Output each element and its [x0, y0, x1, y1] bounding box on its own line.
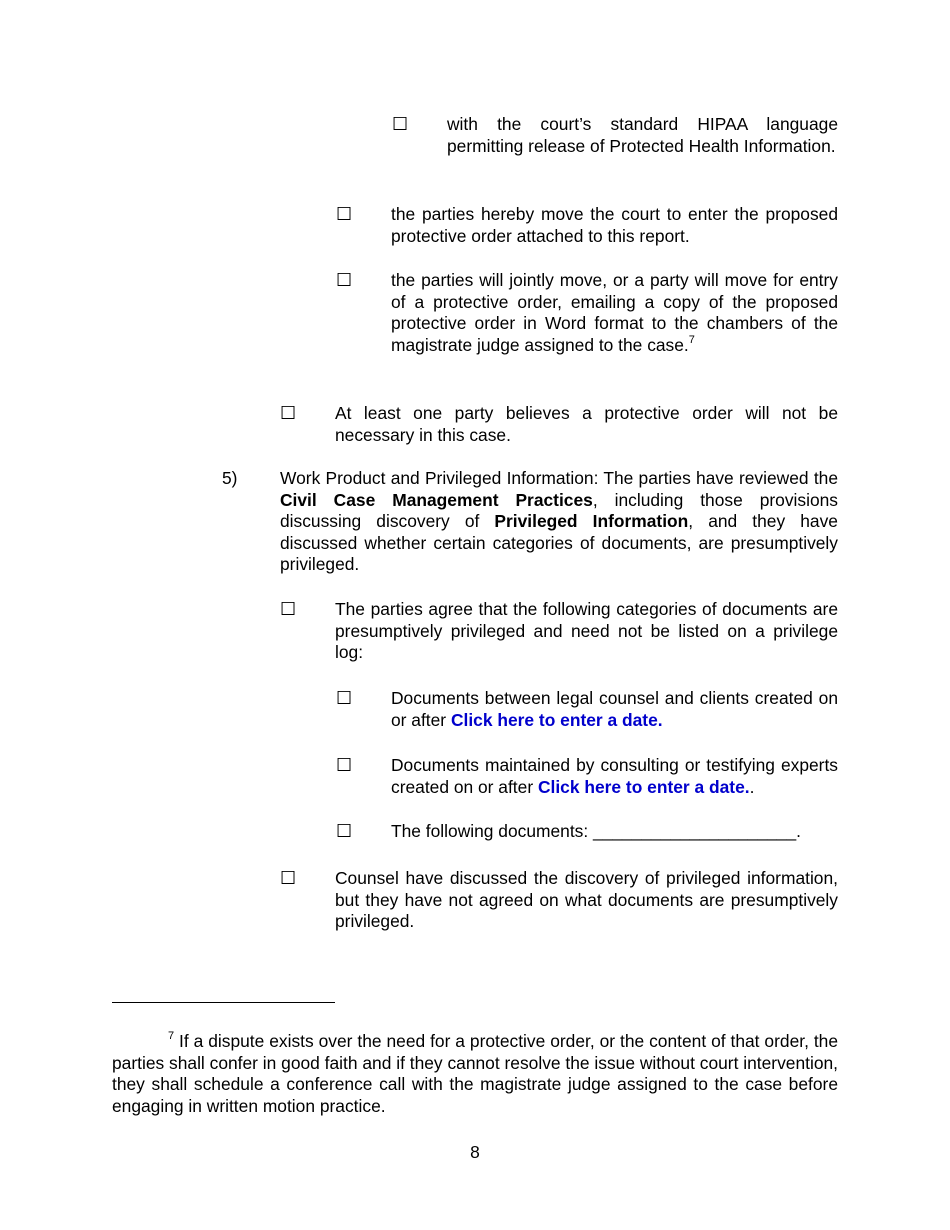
option-hipaa-text: with the court’s standard HIPAA language permitting release of Protected Health Information.: [447, 114, 838, 156]
option-jointly-move-text: [391, 270, 838, 356]
option-expert-docs-text: Documents maintained by consulting or testifying experts created on or after Click here to enter a date..: [391, 755, 838, 797]
option-agree-categories: [280, 599, 838, 664]
footnote-7: [112, 1031, 838, 1117]
option-move-enter-text: the parties hereby move the court to enter the proposed protective order attached to this report.: [391, 204, 838, 246]
checkbox-expert-docs[interactable]: ☐: [336, 755, 353, 775]
checkbox-agree-categories[interactable]: ☐: [280, 599, 297, 619]
checkbox-hipaa[interactable]: ☐: [392, 114, 409, 134]
section-5-text: Work Product and Privileged Information: The parties have reviewed the Civil Case Management Practices, including those provisions discussing discovery of Privileged Information, and they have discussed whether certain categories of documents, are presumptively privileged.: [280, 468, 838, 575]
option-legal-counsel-docs: [336, 688, 838, 731]
date-picker-legal-counsel[interactable]: Click here to enter a date.: [450, 709, 663, 730]
checkbox-move-enter[interactable]: ☐: [336, 204, 353, 224]
option-not-necessary: [280, 403, 838, 446]
section-5-number: 5): [222, 468, 238, 488]
date-picker-experts[interactable]: Click here to enter a date.: [537, 776, 750, 797]
option-hipaa-language: [392, 114, 838, 157]
section-5-work-product: [222, 468, 838, 576]
option-legal-counsel-text: Documents between legal counsel and clients created on or after Click here to enter a date.: [391, 688, 838, 730]
option-not-agreed: [280, 868, 838, 933]
footnote-text: If a dispute exists over the need for a protective order, or the content of that order, the parties shall confer in good faith and if they cannot resolve the issue without court intervention, they shall schedule a conference call with the magistrate judge assigned to the case before engaging in written motion practice.: [112, 1031, 838, 1116]
footnote-separator: [112, 1002, 335, 1003]
privileged-information: Privileged Information: [494, 511, 689, 532]
checkbox-not-agreed[interactable]: ☐: [280, 868, 297, 888]
checkbox-legal-counsel[interactable]: ☐: [336, 688, 353, 708]
checkbox-jointly-move[interactable]: ☐: [336, 270, 353, 290]
option-jointly-move: [336, 270, 838, 356]
checkbox-not-necessary[interactable]: ☐: [280, 403, 297, 423]
page-number: 8: [470, 1142, 480, 1162]
option-move-enter-order: [336, 204, 838, 247]
checkbox-following-docs[interactable]: ☐: [336, 821, 353, 841]
option-not-agreed-text: Counsel have discussed the discovery of privileged information, but they have not agreed on what documents are presumptively privileged.: [335, 868, 838, 932]
jointly-move-text: the parties will jointly move, or a party will move for entry of a protective order, emailing a copy of the proposed protective order in Word format to the chambers of the magistrate judge assigned to the case.: [391, 270, 838, 355]
option-following-docs-text[interactable]: The following documents: _____________________.: [391, 821, 801, 841]
option-agree-categories-text: The parties agree that the following categories of documents are presumptively privileged and need not be listed on a privilege log:: [335, 599, 838, 663]
option-not-necessary-text: At least one party believes a protective order will not be necessary in this case.: [335, 403, 838, 445]
footnote-number: 7: [168, 1030, 175, 1043]
option-expert-docs: [336, 755, 838, 798]
footnote-ref-7[interactable]: 7: [688, 333, 695, 346]
option-following-docs: [336, 821, 838, 843]
civil-case-management-practices: Civil Case Management Practices: [280, 489, 593, 510]
